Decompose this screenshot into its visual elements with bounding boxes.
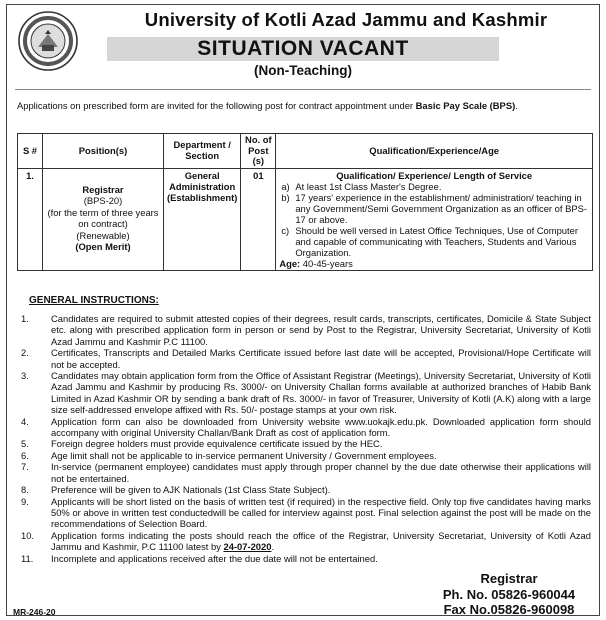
position-renewable: (Renewable)	[76, 229, 130, 241]
position-merit: (Open Merit)	[75, 241, 131, 252]
list-item: 1. Candidates are required to submit attested copies of their degrees, result cards, transcripts, certificates, Domicile & State Subject etc. along with prescribed application form in person or send by Post to the Registrar, University Secretariat, University of Kotli Azad Jammu and Kashmir P.C 11100.	[21, 313, 591, 347]
situation-vacant-banner: SITUATION VACANT	[107, 37, 499, 61]
signature-phone: Ph. No. 05826-960044	[442, 586, 576, 602]
row-department: General Administration (Establishment)	[164, 168, 241, 270]
row-position	[43, 168, 164, 270]
list-item: 11. Incomplete and applications received after the due date will not be entertained.	[21, 552, 378, 564]
table-row	[18, 168, 593, 270]
university-name: University of Kotli Azad Jammu and Kashmir	[144, 9, 548, 30]
list-item: 9. Applicants will be short listed on the basis of written test (if required) in the respective field. Only top five candidates having marks 50% or above in written test conductedwill be called for interview against post. Final selection against the post will be made on the recommendations of Selection Board.	[21, 495, 591, 530]
reference-number: MR-246-20	[13, 607, 56, 617]
list-item: 5. Foreign degree holders must provide equivalence certificate issued by the HEC.	[21, 438, 383, 450]
position-title: Registrar	[82, 183, 124, 195]
header-positions: Position(s)	[43, 134, 164, 169]
advertisement-page	[6, 4, 600, 616]
header-divider	[15, 89, 591, 90]
last-date: 24-07-2020	[223, 541, 272, 553]
row-posts: 01	[241, 168, 276, 270]
signature-title: Registrar	[480, 571, 538, 586]
position-term: (for the term of three years on contract)	[47, 206, 159, 229]
list-item: 10. Application forms indicating the posts should reach the office of the Registrar, University Secretariat, University of Kotli Azad Jammu and Kashmir, P.C 11100 latest by 24-07-2020.	[21, 529, 591, 553]
header-qualification: Qualification/Experience/Age	[276, 134, 593, 169]
intro-text: Applications on prescribed form are invited for the following post for contract appointment under Basic Pay Scale (BPS).	[17, 100, 518, 111]
list-item: 8. Preference will be given to AJK Nationals (1st Class State Subject).	[21, 484, 331, 496]
list-item: c) Should be well versed in Latest Office Techniques, Use of Computer and capable of communicating with Teachers, Students and Various Organization.	[281, 224, 578, 258]
position-bps: (BPS-20)	[83, 195, 123, 206]
general-instructions-list	[17, 313, 591, 564]
list-item: 7. In-service (permanent employee) candidates must apply through proper channel by the due date otherwise their applications will not be entertained.	[21, 461, 591, 484]
table-header-row	[18, 134, 593, 169]
list-item: 2. Certificates, Transcripts and Detailed Marks Certificate issued before last date will be accepted, Provisional/Hope Certificate will not be accepted.	[21, 347, 591, 370]
signature-block	[429, 571, 589, 618]
header-department: Department / Section	[164, 134, 241, 169]
general-instructions-title: GENERAL INSTRUCTIONS:	[29, 295, 159, 306]
signature-fax: Fax No.05826-960098	[443, 602, 575, 617]
university-logo-icon	[17, 10, 79, 72]
posts-table	[17, 133, 593, 271]
list-item: 6. Age limit shall not be applicable to in-service permanent University / Government employees.	[21, 449, 437, 461]
intro-bps: Basic Pay Scale (BPS)	[415, 100, 516, 111]
list-item: 4. Application form can also be downloaded from University website www.uokajk.edu.pk. Downloaded application form should accompany with original University Challan/Bank Draft as cost of application form.	[21, 415, 591, 439]
list-item: b) 17 years' experience in the establishment/ administration/ teaching in any Government/Semi Government Organization as an officer of BPS-17 or above.	[281, 191, 587, 225]
list-item: a) At least 1st Class Master's Degree.	[281, 180, 442, 192]
qualification-heading: Qualification/ Experience/ Length of Service	[336, 169, 533, 181]
qualification-list	[279, 181, 589, 258]
header-no-of-posts: No. of Post (s)	[241, 134, 276, 169]
row-qualification	[276, 168, 593, 270]
non-teaching-subtitle: (Non-Teaching)	[254, 63, 352, 78]
list-item: 3. Candidates may obtain application form from the Office of Assistant Registrar (Meetings), University Secretariat, University of Kotli Azad Jammu and Kashmir by producing Rs. 3000/- on University Challan forms available at authorized branches of Habib Bank Limited in Azad Kashmir OR by sending a bank draft of Rs. 3000/- in favor of Treasurer, University of Kotli (A.K) along with a large size self-addressed envelope affixed with Rs. 50/- postage stamps at your own risk.	[21, 370, 591, 416]
header-sno: S #	[18, 134, 43, 169]
age-line: Age: 40-45-years	[279, 257, 353, 269]
row-sno: 1.	[18, 168, 43, 270]
